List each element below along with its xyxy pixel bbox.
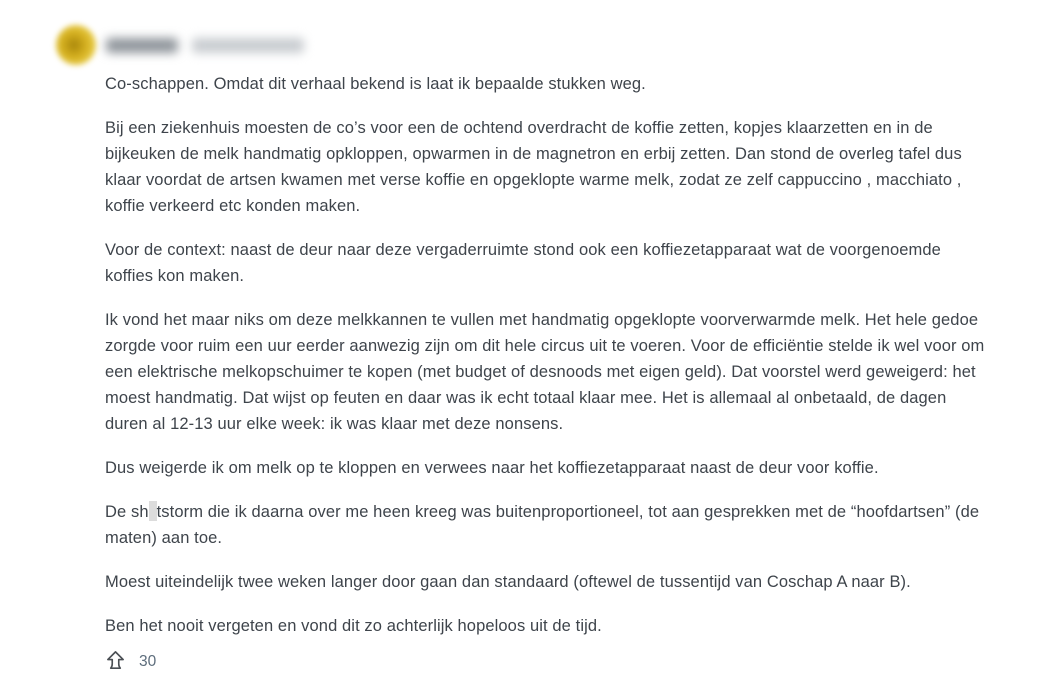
avatar[interactable] — [56, 25, 96, 65]
upvote-button[interactable] — [104, 649, 127, 675]
author-row — [106, 38, 304, 53]
comment-paragraph: Bij een ziekenhuis moesten de co’s voor een de ochtend overdracht de koffie zetten, kopjes klaarzetten en in de bijkeuken de melk handmatig opkloppen, opwarmen in de magnetron en erbij zetten. Dan stond de overleg tafel dus klaar voordat de artsen kwamen met verse koffie en opgeklopte warme melk, zodat ze zelf cappuccino , macchiato , koffie verkeerd etc konden maken. — [105, 119, 962, 215]
redaction-box — [149, 501, 157, 521]
paragraph-text-post: tstorm die ik daarna over me heen kreeg was buitenproportioneel, tot aan gesprekken met de “hoofdartsen” (de maten) aan toe. — [105, 503, 980, 547]
comment-paragraph: Ik vond het maar niks om deze melkkannen te vullen met handmatig opgeklopte voorverwarmde melk. Het hele gedoe zorgde voor ruim een uur eerder aanwezig zijn om dit hele circus uit te voeren. Voor de efficiëntie stelde ik wel voor om een elektrische melkopschuimer te kopen (met budget of desnoods met eigen geld). Dat voorstel werd geweigerd: het moest handmatig. Dat wijst op feuten en daar was ik echt totaal klaar mee. Het is allemaal al onbetaald, de dagen duren al 12-13 uur elke week: ik was klaar met deze nonsens. — [105, 311, 985, 433]
comment-body — [105, 71, 987, 657]
comment-paragraph: Moest uiteindelijk twee weken langer door gaan dan standaard (oftewel de tussentijd van Coschap A naar B). — [105, 573, 911, 591]
arrow-up-icon — [104, 649, 127, 675]
comment-paragraph: Dus weigerde ik om melk op te kloppen en verwees naar het koffiezetapparaat naast de deur voor koffie. — [105, 459, 879, 477]
upvote-count: 30 — [139, 653, 157, 670]
comment-footer — [104, 649, 156, 675]
comment-paragraph-redacted — [105, 499, 987, 551]
paragraph-text-pre: De sh — [105, 503, 149, 521]
comment-paragraph: Voor de context: naast de deur naar deze vergaderruimte stond ook een koffiezetapparaat wat de voorgenoemde koffies kon maken. — [105, 241, 941, 285]
comment-paragraph: Ben het nooit vergeten en vond dit zo achterlijk hopeloos uit de tijd. — [105, 617, 602, 635]
author-meta-redacted — [192, 38, 304, 53]
author-name-redacted[interactable] — [106, 38, 178, 53]
comment-paragraph: Co-schappen. Omdat dit verhaal bekend is laat ik bepaalde stukken weg. — [105, 75, 646, 93]
